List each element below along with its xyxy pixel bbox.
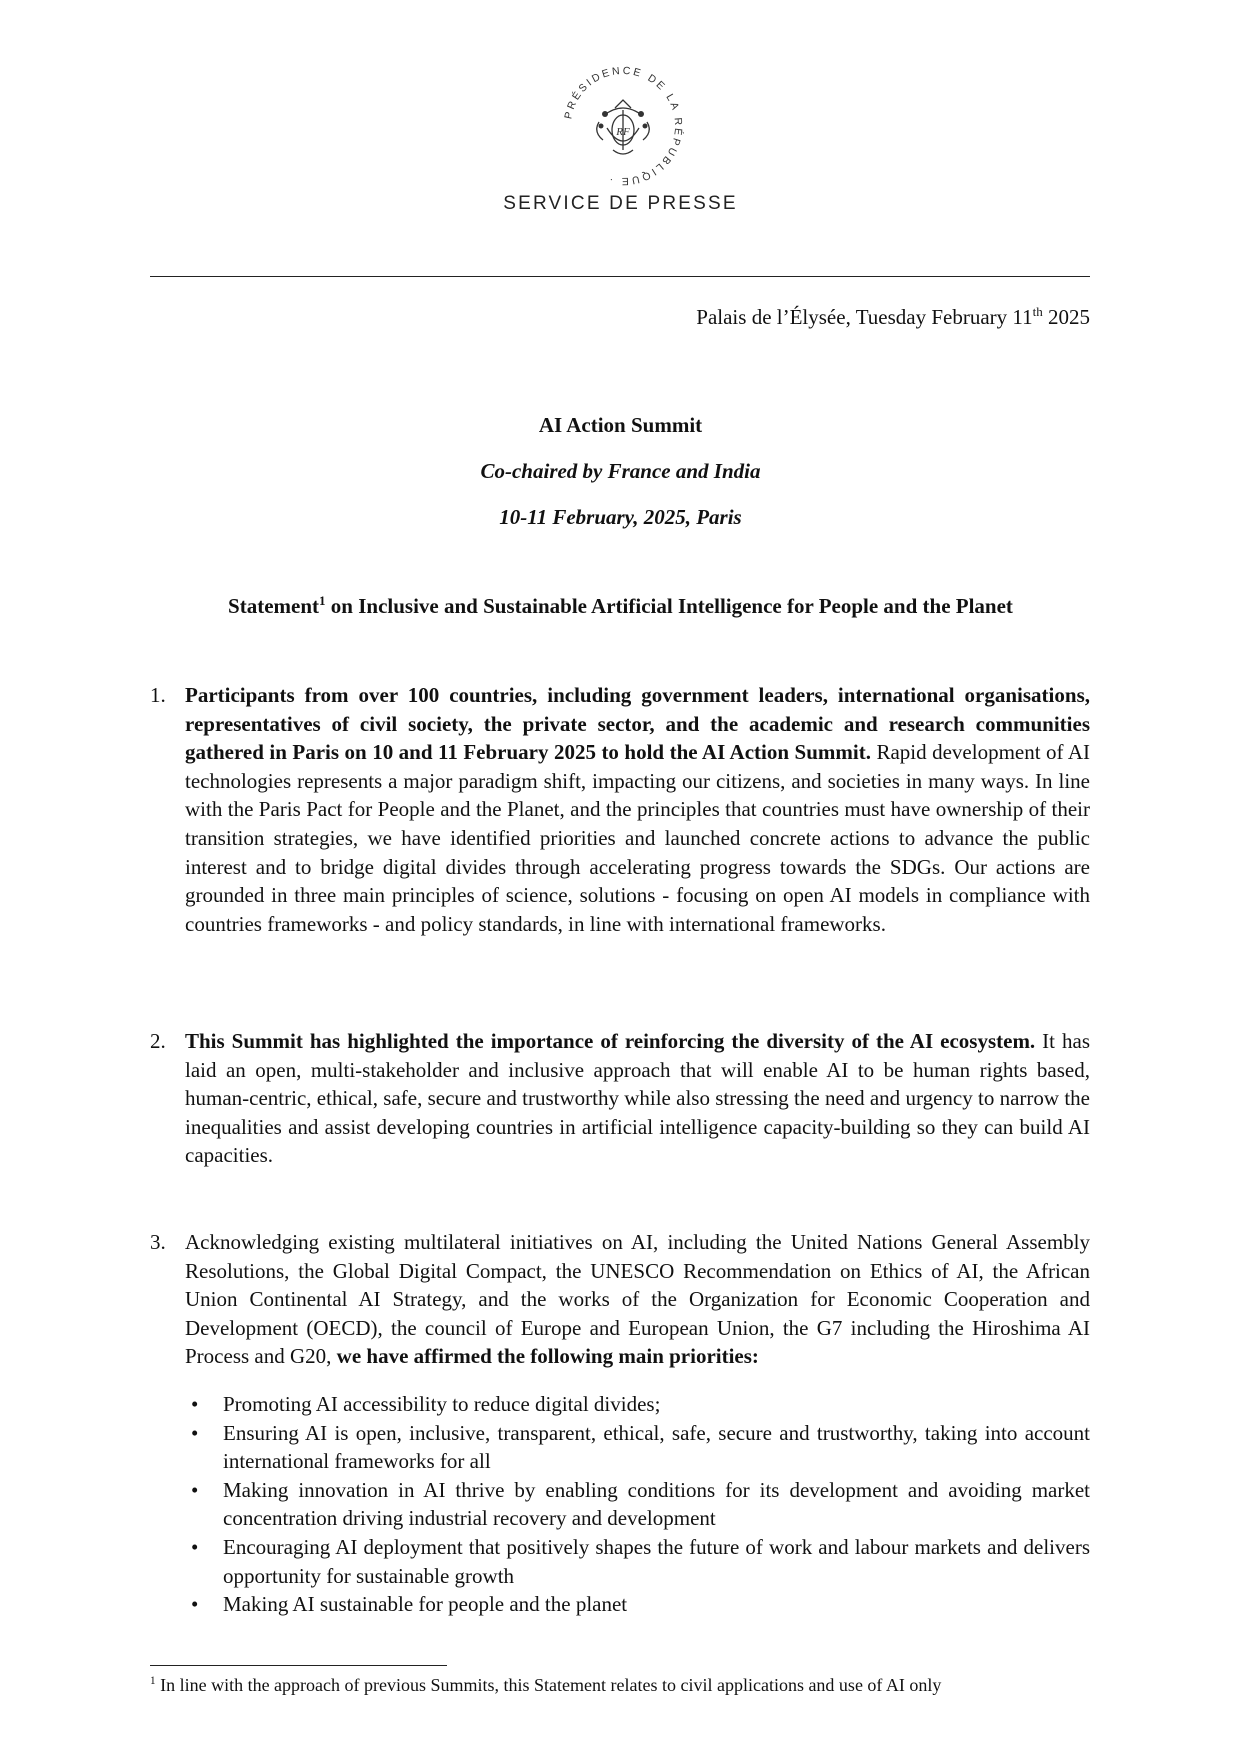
statement-title-b: on Inclusive and Sustainable Artificial Intelligence for People and the Planet	[325, 594, 1013, 618]
list-item-text: Encouraging AI deployment that positively shapes the future of work and labour markets and delivers opportunity for sustainable growth	[223, 1534, 1090, 1588]
dates-line: 10-11 February, 2025, Paris	[499, 505, 742, 529]
list-item-text: Promoting AI accessibility to reduce digital divides;	[223, 1392, 661, 1416]
paragraph-bold-lead: Participants from over 100 countries, including government leaders, international organisations, representatives of civil society, the private sector, and the academic and research communities gathered in Paris on 10 and 11 February 2025 to hold the AI Action Summit.	[185, 683, 1090, 765]
summit-title: AI Action Summit	[538, 413, 703, 437]
list-item-text: Making innovation in AI thrive by enabling conditions for its development and avoiding market concentration driving industrial recovery and development	[223, 1477, 1090, 1531]
list-item	[150, 1590, 1090, 1619]
bullet-icon: •	[191, 1420, 199, 1445]
service-de-presse-heading: SERVICE DE PRESSE	[503, 193, 738, 214]
dateline	[696, 305, 1090, 330]
paragraph-bold-tail: we have affirmed the following main priorities:	[336, 1344, 759, 1369]
cochair-line: Co-chaired by France and India	[480, 459, 761, 483]
statement-title	[0, 594, 1241, 619]
paragraph-number: 3.	[150, 1230, 166, 1254]
paragraph-body: It has laid an open, multi-stakeholder and inclusive approach that will enable AI to be human rights based, human-centric, ethical, safe, secure and trustworthy while also stressing the need and urgency to narrow the inequalities and assist developing countries in artificial intelligence capacity-building so they can build AI capacities.	[185, 1029, 1090, 1168]
presidency-seal-logo	[555, 58, 691, 194]
paragraph-3	[150, 1228, 1090, 1371]
header-rule	[150, 276, 1090, 277]
footnote-rule	[150, 1665, 447, 1666]
paragraph-bold-lead: This Summit has highlighted the importance of reinforcing the diversity of the AI ecosystem.	[185, 1029, 1036, 1053]
list-item	[150, 1533, 1090, 1590]
dateline-text: Palais de l’Élysée, Tuesday February 11	[696, 305, 1033, 329]
list-item	[150, 1476, 1090, 1533]
bullet-icon: •	[191, 1592, 199, 1617]
list-item-text: Making AI sustainable for people and the planet	[223, 1592, 628, 1617]
dateline-ordinal: th	[1032, 304, 1043, 319]
paragraph-number: 1.	[150, 683, 166, 707]
list-item-text: Ensuring AI is open, inclusive, transparent, ethical, safe, secure and trustworthy, taking into account international frameworks for all	[223, 1420, 1090, 1474]
list-item	[150, 1390, 1090, 1419]
bullet-icon: •	[191, 1534, 199, 1559]
priorities-list	[150, 1390, 1090, 1619]
dateline-year: 2025	[1042, 305, 1090, 329]
footnote-marker: 1	[150, 1675, 156, 1687]
statement-footnote-ref: 1	[319, 593, 326, 608]
svg-text:PRÉSIDENCE DE LA RÉPUBLIQUE ·: PRÉSIDENCE DE LA RÉPUBLIQUE ·	[562, 64, 685, 188]
list-item	[150, 1419, 1090, 1476]
paragraph-body: Rapid development of AI technologies represents a major paradigm shift, impacting our citizens, and societies in many ways. In line with the Paris Pact for People and the Planet, and the principles that countries must have ownership of their transition strategies, we have identified priorities and launched concrete actions to advance the public interest and to bridge digital divides through accelerating progress towards the SDGs. Our actions are grounded in three main principles of science, solutions - focusing on open AI models in compliance with countries frameworks - and policy standards, in line with international frameworks.	[185, 740, 1091, 936]
statement-title-a: Statement	[228, 594, 320, 618]
footnote-text: In line with the approach of previous Summits, this Statement relates to civil applications and use of AI only	[155, 1675, 942, 1695]
paragraph-1	[150, 681, 1090, 938]
bullet-icon: •	[191, 1392, 199, 1416]
bullet-icon: •	[191, 1477, 199, 1502]
footnote	[150, 1675, 941, 1696]
paragraph-2	[150, 1027, 1090, 1170]
paragraph-body: Acknowledging existing multilateral initiatives on AI, including the United Nations General Assembly Resolutions, the Global Digital Compact, the UNESCO Recommendation on Ethics of AI, the African Union Continental AI Strategy, and the works of the Organization for Economic Cooperation and Development (OECD), the council of Europe and European Union, the G7 including the Hiroshima AI Process and G20,	[185, 1230, 1090, 1369]
paragraph-number: 2.	[150, 1029, 166, 1053]
svg-text:RF: RF	[616, 126, 630, 138]
